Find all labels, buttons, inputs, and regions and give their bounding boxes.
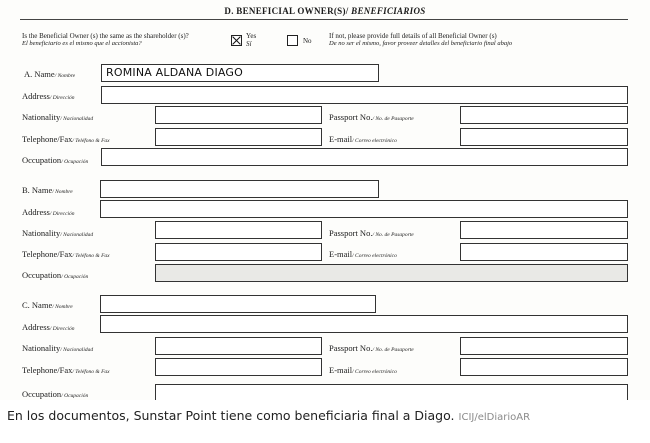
owner-b-nationality-field[interactable] (155, 221, 322, 239)
instruction-note: If not, please provide full details of all Beneficial Owner (s) De no ser el mismo, favor proveer detalles del beneficiario final abajo (329, 32, 513, 47)
owner-a-passport-label: Passport No./ No. de Pasaporte (329, 112, 414, 122)
owner-c-address-label: Address/ Dirección (22, 322, 75, 332)
no-label: No (303, 37, 312, 45)
owner-b-email-field[interactable] (460, 243, 628, 261)
title-divider (20, 19, 628, 20)
photo-credit: ICIJ/elDiarioAR (458, 412, 531, 423)
owner-c-address-field[interactable] (100, 315, 628, 333)
same-as-shareholder-question: Is the Beneficial Owner (s) the same as the shareholder (s)? El beneficiario es el mismo que el accionista? (22, 32, 189, 47)
owner-a-name-label: A. Name/ Nombre (24, 69, 76, 79)
owner-c-passport-field[interactable] (460, 337, 628, 355)
owner-a-nationality-field[interactable] (155, 106, 322, 124)
yes-label: Yes Sí (246, 32, 257, 48)
owner-c-email-field[interactable] (460, 358, 628, 376)
owner-a-passport-field[interactable] (460, 106, 628, 124)
owner-b-occupation-label: Occupation/ Ocupación (22, 270, 89, 280)
owner-c-nationality-label: Nationality/ Nacionalidad (22, 343, 94, 353)
owner-b-address-label: Address/ Dirección (22, 207, 75, 217)
owner-b-email-label: E-mail/ Correo electrónico (329, 249, 397, 259)
owner-c-name-label: C. Name/ Nombre (22, 300, 73, 310)
owner-c-passport-label: Passport No./ No. de Pasaporte (329, 343, 414, 353)
owner-b-address-field[interactable] (100, 200, 628, 218)
owner-a-occupation-label: Occupation/ Ocupación (22, 155, 89, 165)
yes-checkbox[interactable] (231, 35, 242, 46)
owner-c-telephone-label: Telephone/Fax/ Teléfono & Fax (22, 365, 110, 375)
owner-b-telephone-field[interactable] (155, 243, 322, 261)
section-title: D. BENEFICIAL OWNER(S)/ BENEFICIARIOS (224, 6, 426, 16)
owner-a-email-label: E-mail/ Correo electrónico (329, 134, 397, 144)
owner-a-name-field[interactable] (101, 64, 379, 82)
owner-b-name-label: B. Name/ Nombre (22, 185, 73, 195)
owner-a-occupation-field[interactable] (101, 148, 628, 166)
owner-b-occupation-field[interactable] (155, 264, 628, 282)
owner-b-nationality-label: Nationality/ Nacionalidad (22, 228, 94, 238)
no-checkbox[interactable] (287, 35, 298, 46)
owner-a-telephone-field[interactable] (155, 128, 322, 146)
owner-a-nationality-label: Nationality/ Nacionalidad (22, 112, 94, 122)
owner-b-telephone-label: Telephone/Fax/ Teléfono & Fax (22, 249, 110, 259)
owner-c-email-label: E-mail/ Correo electrónico (329, 365, 397, 375)
owner-a-telephone-label: Telephone/Fax/ Teléfono & Fax (22, 134, 110, 144)
owner-b-name-field[interactable] (100, 180, 379, 198)
image-caption: En los documentos, Sunstar Point tiene como beneficiaria final a Diago. ICIJ/elDiarioAR (7, 408, 531, 423)
owner-c-name-field[interactable] (100, 295, 376, 313)
caption-area (0, 400, 650, 443)
owner-a-address-label: Address/ Dirección (22, 91, 75, 101)
owner-c-telephone-field[interactable] (155, 358, 322, 376)
owner-c-nationality-field[interactable] (155, 337, 322, 355)
owner-b-passport-label: Passport No./ No. de Pasaporte (329, 228, 414, 238)
owner-b-passport-field[interactable] (460, 221, 628, 239)
owner-a-name-value: ROMINA ALDANA DIAGO (106, 66, 244, 79)
owner-c-occupation-label: Occupation/ Ocupación (22, 389, 89, 399)
owner-c-occupation-field[interactable] (155, 384, 628, 400)
owner-a-address-field[interactable] (101, 86, 628, 104)
owner-a-email-field[interactable] (460, 128, 628, 146)
